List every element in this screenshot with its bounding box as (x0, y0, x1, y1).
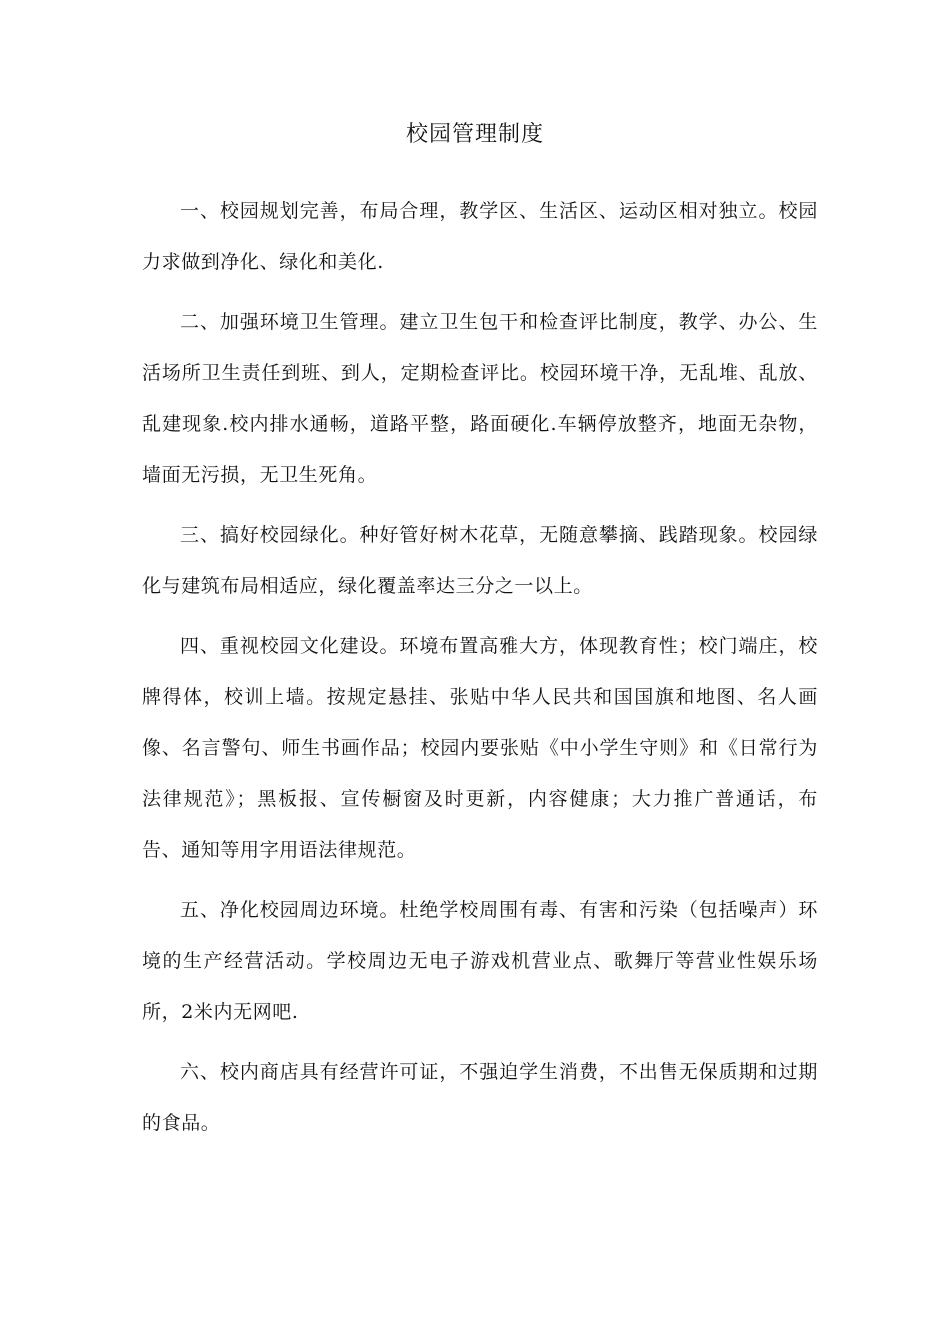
paragraph-5: 五、净化校园周边环境。杜绝学校周围有毒、有害和污染（包括噪声）环境的生产经营活动。学校周边无电子游戏机营业点、歌舞厅等营业性娱乐场所，2米内无网吧. (142, 899, 818, 1023)
paragraph-4: 四、重视校园文化建设。环境布置高雅大方，体现教育性；校门端庄，校牌得体，校训上墙。按规定悬挂、张贴中华人民共和国国旗和地图、名人画像、名言警句、师生书画作品；校园内要张贴《中小学生守则》和《日常行为法律规范》；黑板报、宣传橱窗及时更新，内容健康；大力推广普通话，布告、通知等用字用语法律规范。 (142, 635, 818, 861)
paragraph-6: 六、校内商店具有经营许可证，不强迫学生消费，不出售无保质期和过期的食品。 (142, 1061, 818, 1134)
document-body (142, 186, 818, 1158)
paragraph-1: 一、校园规划完善，布局合理，教学区、生活区、运动区相对独立。校园力求做到净化、绿化和美化. (142, 200, 818, 273)
paragraph-2: 二、加强环境卫生管理。建立卫生包干和检查评比制度，教学、办公、生活场所卫生责任到班、到人，定期检查评比。校园环境干净，无乱堆、乱放、乱建现象.校内排水通畅，道路平整，路面硬化.车辆停放整齐，地面无杂物，墙面无污损，无卫生死角。 (142, 311, 818, 486)
paragraph-3: 三、搞好校园绿化。种好管好树木花草，无随意攀摘、践踏现象。校园绿化与建筑布局相适应，绿化覆盖率达三分之一以上。 (142, 524, 818, 597)
document-title: 校园管理制度 (405, 122, 544, 147)
